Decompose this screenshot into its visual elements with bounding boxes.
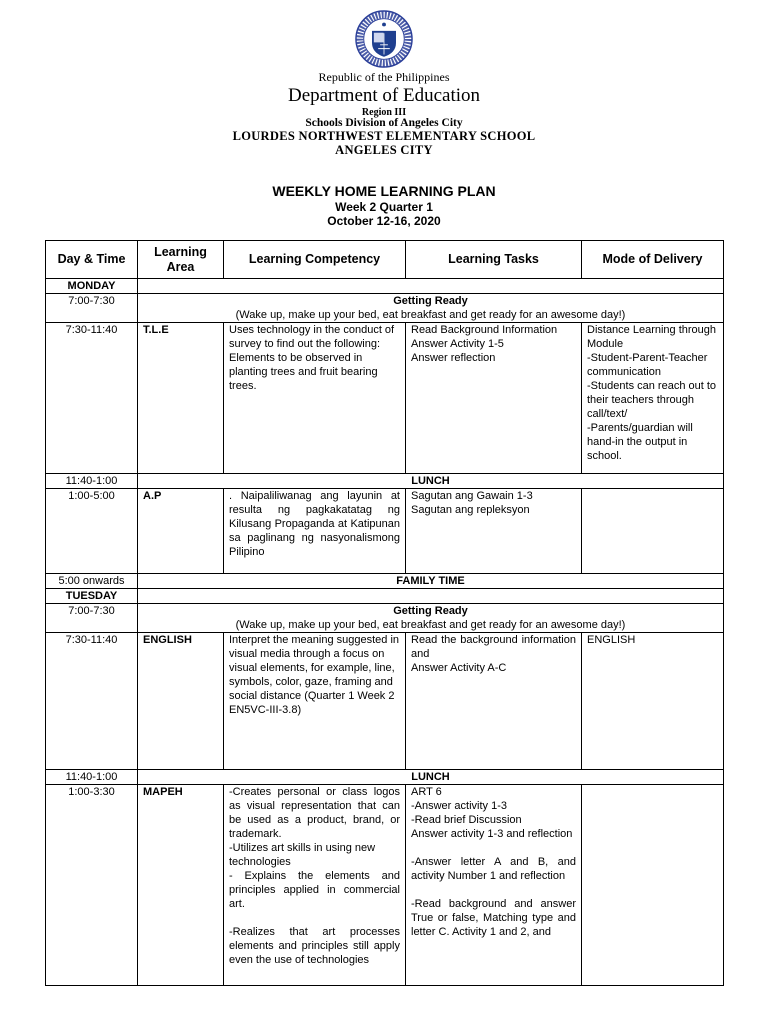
plan-dates: October 12-16, 2020 xyxy=(327,214,441,228)
plan-week: Week 2 Quarter 1 xyxy=(335,200,433,214)
competency-text: -Creates personal or class logos as visual representation that can be used as a product, brand, or trademark. xyxy=(229,786,400,840)
column-header-learning-competency: Learning Competency xyxy=(224,241,406,279)
city-name: ANGELES CITY xyxy=(335,143,433,157)
learning-area-cell: A.P xyxy=(138,489,224,574)
column-header-learning-tasks: Learning Tasks xyxy=(406,241,582,279)
time-cell: 5:00 onwards xyxy=(46,574,138,589)
learning-area-cell: MAPEH xyxy=(138,785,224,986)
table-row xyxy=(46,604,724,633)
learning-competency-cell: Interpret the meaning suggested in visual media through a focus on visual elements, for example, line, symbols, color, gaze, framing and social distance (Quarter 1 Week 2 EN5VC-III-3.8) xyxy=(224,633,406,770)
tasks-text: -Answer activity 1-3 xyxy=(411,800,507,812)
learning-competency-cell: Uses technology in the conduct of survey to find out the following: Elements to be observed in planting trees and fruit bearing trees. xyxy=(224,323,406,474)
competency-text-end: Pilipino xyxy=(229,546,265,558)
day-label-monday: MONDAY xyxy=(46,279,138,294)
department-name: Department of Education xyxy=(287,85,481,106)
learning-tasks-cell: Read Background Information Answer Activity 1-5 Answer reflection xyxy=(406,323,582,474)
time-cell: 7:00-7:30 xyxy=(46,294,138,323)
getting-ready-description: (Wake up, make up your bed, eat breakfast and get ready for an awesome day!) xyxy=(235,309,626,321)
time-cell: 1:00-3:30 xyxy=(46,785,138,986)
competency-text: - Explains the elements and principles applied in commercial art. xyxy=(229,870,400,910)
table-row xyxy=(46,474,724,489)
tasks-text: Answer Activity A-C xyxy=(411,662,507,674)
table-row xyxy=(46,785,724,986)
lunch-cell: LUNCH xyxy=(138,474,724,489)
division-line: Schools Division of Angeles City xyxy=(305,117,463,129)
table-row xyxy=(46,574,724,589)
table-row xyxy=(46,294,724,323)
learning-competency-cell xyxy=(224,489,406,574)
school-name: LOURDES NORTHWEST ELEMENTARY SCHOOL xyxy=(232,129,536,143)
mode-of-delivery-cell xyxy=(582,489,724,574)
learning-area-cell: T.L.E xyxy=(138,323,224,474)
tasks-text: Answer activity 1-3 and reflection xyxy=(411,828,573,840)
column-header-day-time: Day & Time xyxy=(46,241,138,279)
learning-tasks-cell: Sagutan ang Gawain 1-3 Sagutan ang repleksyon xyxy=(406,489,582,574)
region-line: Region III xyxy=(361,107,407,118)
column-header-learning-area: Learning Area xyxy=(138,241,224,279)
time-cell: 7:30-11:40 xyxy=(46,633,138,770)
mode-of-delivery-cell xyxy=(582,785,724,986)
time-cell: 11:40-1:00 xyxy=(46,770,138,785)
getting-ready-title: Getting Ready xyxy=(393,295,468,307)
plan-title: WEEKLY HOME LEARNING PLAN xyxy=(272,183,496,199)
table-row xyxy=(46,633,724,770)
column-header-mode-of-delivery: Mode of Delivery xyxy=(582,241,724,279)
getting-ready-description: (Wake up, make up your bed, eat breakfast and get ready for an awesome day!) xyxy=(235,619,626,631)
time-cell: 1:00-5:00 xyxy=(46,489,138,574)
republic-line: Republic of the Philippines xyxy=(318,70,450,84)
tasks-text: -Read brief Discussion xyxy=(411,814,522,826)
competency-text: -Utilizes art skills in using new technologies xyxy=(229,842,376,868)
day-label-tuesday: TUESDAY xyxy=(46,589,138,604)
learning-tasks-cell xyxy=(406,633,582,770)
table-row xyxy=(46,589,724,604)
tasks-text: Read the background information and xyxy=(411,634,576,660)
mode-of-delivery-cell: ENGLISH xyxy=(582,633,724,770)
getting-ready-cell xyxy=(138,604,724,633)
deped-seal-logo xyxy=(355,10,413,68)
getting-ready-title: Getting Ready xyxy=(393,605,468,617)
time-cell: 7:30-11:40 xyxy=(46,323,138,474)
table-row xyxy=(46,323,724,474)
learning-tasks-cell xyxy=(406,785,582,986)
learning-competency-cell xyxy=(224,785,406,986)
getting-ready-cell xyxy=(138,294,724,323)
learning-plan-table xyxy=(45,240,724,986)
table-row xyxy=(46,770,724,785)
table-header-row xyxy=(46,241,724,279)
time-cell: 7:00-7:30 xyxy=(46,604,138,633)
family-time-cell: FAMILY TIME xyxy=(138,574,724,589)
competency-text: -Realizes that art processes elements and principles still apply even the use of technologies xyxy=(229,926,400,966)
table-row xyxy=(46,489,724,574)
tasks-text: -Answer letter A and B, and activity Number 1 and reflection xyxy=(411,856,576,882)
lunch-cell: LUNCH xyxy=(138,770,724,785)
learning-area-cell: ENGLISH xyxy=(138,633,224,770)
mode-of-delivery-cell: Distance Learning through Module -Student-Parent-Teacher communication -Students can reach out to their teachers through call/text/ -Parents/guardian will hand-in the output in school. xyxy=(582,323,724,474)
tasks-text: ART 6 xyxy=(411,786,442,798)
time-cell: 11:40-1:00 xyxy=(46,474,138,489)
competency-text: . Naipaliliwanag ang layunin at resulta ng pagkakatatag ng Kilusang Propaganda at Katipunan sa paglinang ng nasyonalismong xyxy=(229,490,400,544)
tasks-text: -Read background and answer True or false, Matching type and letter C. Activity 1 and 2, and xyxy=(411,898,576,938)
table-row xyxy=(46,279,724,294)
